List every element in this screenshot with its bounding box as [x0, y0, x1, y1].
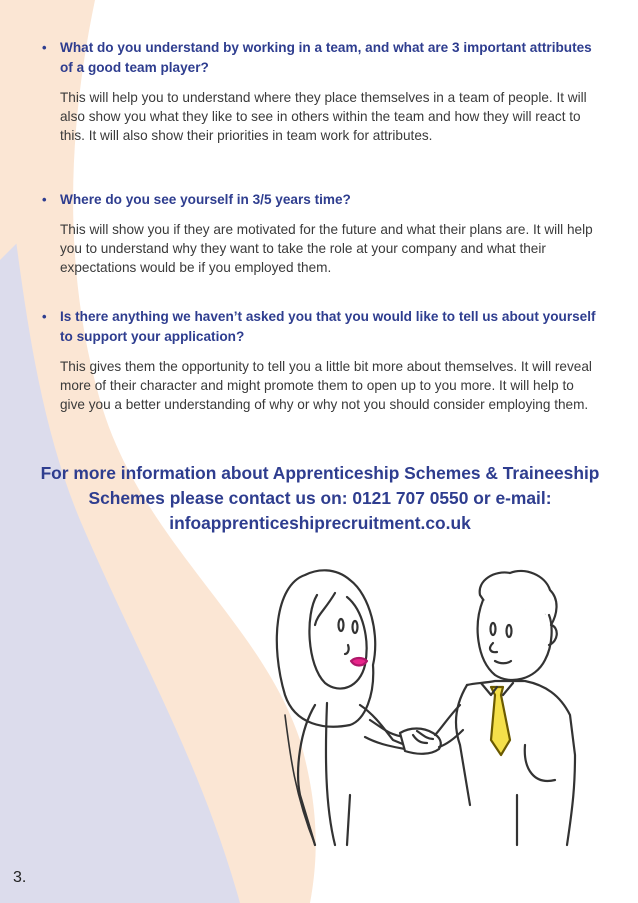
- question-item-2: [42, 190, 602, 278]
- question-explanation: This gives them the opportunity to tell you a little bit more about themselves. It will reveal more of their character and might promote them to open up to you more. It will help to give you a better understanding of why or why not you should consider employing them.: [60, 359, 592, 413]
- bullet-icon: •: [42, 309, 47, 324]
- question-item-1: [42, 38, 602, 146]
- question-title-text: Where do you see yourself in 3/5 years time?: [60, 192, 351, 207]
- question-title: [42, 307, 602, 347]
- bullet-icon: •: [42, 192, 47, 207]
- woman-lips-icon: [351, 658, 367, 666]
- question-explanation: This will help you to understand where they place themselves in a team of people. It will also show you what they like to see in others within the team and how they will react to this. It will also show their priorities in team work for attributes.: [60, 90, 587, 144]
- handshake-illustration: [255, 555, 585, 855]
- question-title-text: What do you understand by working in a team, and what are 3 important attributes of a good team player?: [60, 40, 592, 75]
- bullet-icon: •: [42, 40, 47, 55]
- question-item-3: [42, 307, 602, 415]
- contact-call-to-action: For more information about Apprenticeship Schemes & Traineeship Schemes please contact us on: 0121 707 0550 or e-mail: infoapprenticeshiprecruitment.co.uk: [40, 463, 600, 533]
- question-explanation: This will show you if they are motivated for the future and what their plans are. It will help you to understand why they want to take the role at your company and what their expectations would be if you employed them.: [60, 222, 593, 276]
- question-title: [42, 190, 602, 210]
- question-title-text: Is there anything we haven’t asked you that you would like to tell us about yourself to support your application?: [60, 309, 596, 344]
- page-number: 3.: [13, 869, 27, 886]
- tie-icon: [491, 687, 510, 755]
- question-title: [42, 38, 602, 78]
- woman-face-icon: [309, 595, 366, 689]
